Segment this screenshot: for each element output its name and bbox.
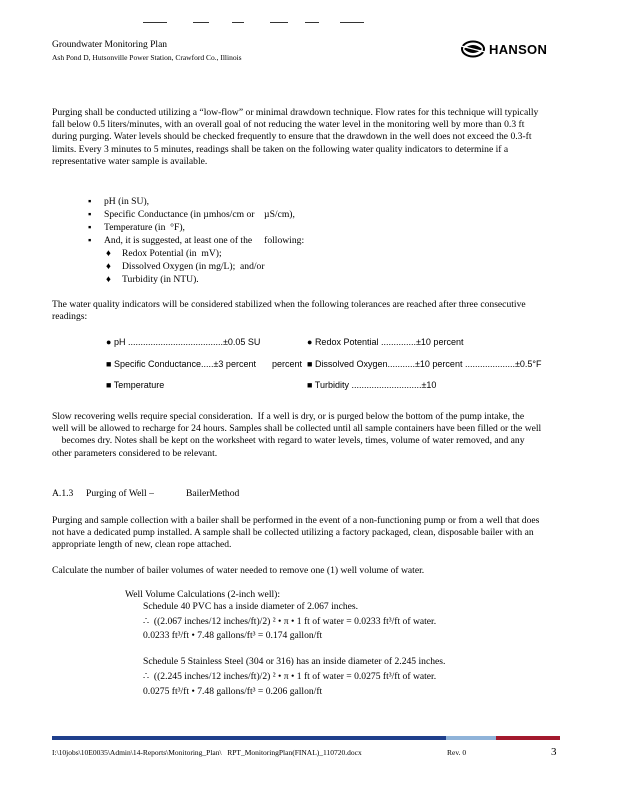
tolerance-turbidity: ■ Turbidity ............................±10 <box>307 380 437 390</box>
section-title-method: BailerMethod <box>186 488 240 499</box>
tolerance-dissolved-oxygen: ■ Dissolved Oxygen...........±10 percent ....................±0.5°F <box>307 359 542 369</box>
paragraph-bailer: Purging and sample collection with a bailer shall be performed in the event of a non-functioning pump or from a well that does not have a dedicated pump installed. A sample shall be collected utilizing a factory packaged, clean, disposable bailer with an appropriate length of new, clean rope attached. <box>52 515 540 551</box>
list-item: ▪ And, it is suggested, at least one of the following: <box>88 235 305 246</box>
tolerance-redox: ● Redox Potential ..............±10 percent <box>307 337 464 347</box>
tolerance-temperature: ■ Temperature <box>106 380 165 390</box>
document-title: Groundwater Monitoring Plan <box>52 40 168 50</box>
calc-heading: Well Volume Calculations (2-inch well): <box>125 589 281 600</box>
list-item: ▪ pH (in SU), <box>88 196 150 207</box>
calc-line: ∴ ((2.067 inches/12 inches/ft)/2) ² • π • 1 ft of water = 0.0233 ft³/ft of water. <box>143 616 437 627</box>
list-item: ▪ Temperature (in °F), <box>88 222 185 233</box>
paragraph-purging: Purging shall be conducted utilizing a “low-flow” or minimal drawdown technique. Flow rates for this technique will typically fall below 0.5 liters/minutes, with an overall goal of not reducing the water level in the monitoring well by more than 0.3 ft during purging. Water levels should be checked frequently to ensure that the drawdown in the well does not exceed the 0.3-ft limits. Every 3 minutes to 5 minutes, readings shall be taken on the following water quality indicators to determine if a representative water sample is available. <box>52 107 539 167</box>
footer-bar-dark <box>52 736 446 740</box>
list-item: ▪ Specific Conductance (in µmhos/cm or µS/cm), <box>88 209 295 220</box>
section-number: A.1.3 <box>52 488 74 499</box>
sub-list-item: ♦ Redox Potential (in mV); <box>106 248 222 259</box>
calc-line: 0.0233 ft³/ft • 7.48 gallons/ft³ = 0.174 gallon/ft <box>143 630 323 641</box>
calc-line: Schedule 5 Stainless Steel (304 or 316) has an inside diameter of 2.245 inches. <box>143 656 446 667</box>
logo-text: HANSON <box>489 41 548 57</box>
paragraph-calculate: Calculate the number of bailer volumes of water needed to remove one (1) well volume of water. <box>52 565 425 576</box>
header-rule <box>270 22 288 23</box>
sub-list-item: ♦ Dissolved Oxygen (in mg/L); and/or <box>106 261 265 272</box>
header-rule <box>232 22 244 23</box>
calc-line: 0.0275 ft³/ft • 7.48 gallons/ft³ = 0.206 gallon/ft <box>143 686 323 697</box>
header-rule <box>193 22 209 23</box>
document-subtitle: Ash Pond D, Hutsonville Power Station, Crawford Co., Illinois <box>52 53 242 62</box>
header-rule <box>143 22 167 23</box>
sub-list-item: ♦ Turbidity (in NTU). <box>106 274 199 285</box>
header-rule <box>340 22 364 23</box>
footer-bar-light <box>446 736 496 740</box>
globe-logo-icon <box>460 40 486 58</box>
calc-line: Schedule 40 PVC has a inside diameter of 2.067 inches. <box>143 601 359 612</box>
tolerance-ph: ● pH ......................................±0.05 SU <box>106 337 261 347</box>
paragraph-slow-recovering: Slow recovering wells require special consideration. If a well is dry, or is purged below the bottom of the pump intake, the well will be allowed to recharge for 24 hours. Samples shall be collected until all sample containers have been filled or the well becomes dry. Notes shall be kept on the worksheet with regard to water levels, times, volume of water removed, and any other parameters considered to be relevant. <box>52 411 542 459</box>
calc-line: ∴ ((2.245 inches/12 inches/ft)/2) ² • π • 1 ft of water = 0.0275 ft³/ft of water. <box>143 671 437 682</box>
section-title: Purging of Well – <box>86 488 154 499</box>
tolerance-overlap-text: percent <box>272 359 303 369</box>
page-number: 3 <box>551 746 557 758</box>
tolerance-specific-conductance: ■ Specific Conductance.....±3 percent <box>106 359 256 369</box>
paragraph-tolerances: The water quality indicators will be considered stabilized when the following tolerances are reached after three consecutive readings: <box>52 299 526 323</box>
footer-file-path: I:\10jobs\10E0035\Admin\14-Reports\Monitoring_Plan\ RPT_MonitoringPlan(FINAL)_110720.docx <box>52 748 362 757</box>
header-rule <box>305 22 319 23</box>
company-logo <box>460 40 547 58</box>
footer-bar-red <box>496 736 560 740</box>
footer-revision: Rev. 0 <box>447 748 467 757</box>
